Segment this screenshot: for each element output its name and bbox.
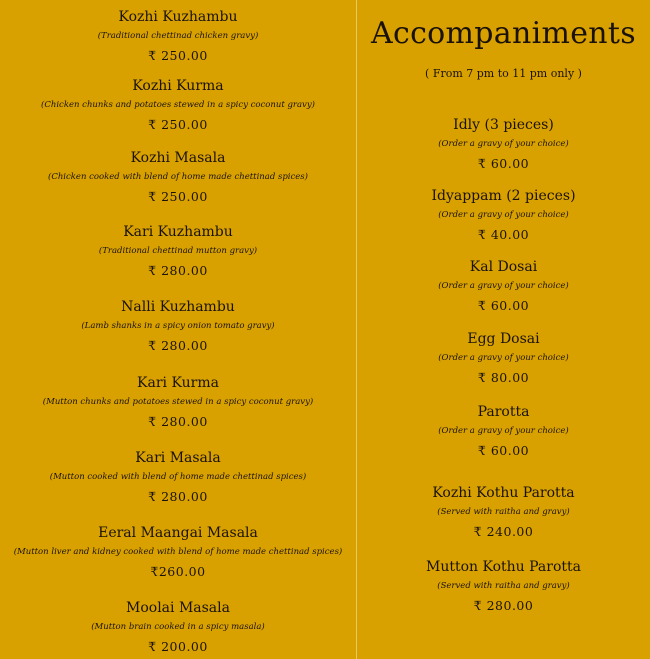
menu-item [357,331,650,385]
item-price: ₹ 250.00 [148,189,208,204]
item-price: ₹ 280.00 [148,263,208,278]
item-description: (Traditional chettinad chicken gravy) [97,31,259,41]
item-price: ₹ 240.00 [473,524,534,539]
menu-item [0,299,356,353]
menu-item [0,9,356,63]
item-price: ₹ 280.00 [473,598,534,613]
section-subtitle: ( From 7 pm to 11 pm only ) [425,67,582,80]
menu-item [0,525,356,579]
item-description: (Served with raitha and gravy) [437,581,570,591]
accompaniments-column [357,0,650,659]
item-price: ₹ 60.00 [477,298,530,313]
menu-item [357,259,650,313]
menu-item [0,600,356,654]
item-name: Idly (3 pieces) [453,117,554,133]
menu-item [0,150,356,204]
item-price: ₹ 200.00 [148,639,208,654]
item-name: Kozhi Kurma [132,78,224,94]
item-name: Idyappam (2 pieces) [431,188,576,204]
item-name: Eeral Maangai Masala [98,525,258,541]
item-description: (Order a gravy of your choice) [438,210,569,220]
menu-item [357,485,650,539]
item-price: ₹ 250.00 [148,117,208,132]
item-price: ₹ 250.00 [148,48,208,63]
menu-item [0,78,356,132]
item-name: Kal Dosai [469,259,538,275]
item-description: (Order a gravy of your choice) [438,281,569,291]
item-price: ₹260.00 [150,564,206,579]
item-description: (Traditional chettinad mutton gravy) [98,246,258,256]
item-name: Kozhi Kothu Parotta [432,485,575,501]
item-price: ₹ 60.00 [477,443,530,458]
menu-item [0,450,356,504]
item-description: (Mutton brain cooked in a spicy masala) [91,622,265,632]
item-name: Kozhi Masala [130,150,226,166]
item-description: (Order a gravy of your choice) [438,426,569,436]
item-description: (Chicken cooked with blend of home made chettinad spices) [48,172,308,182]
item-name: Parotta [477,404,530,420]
item-description: (Mutton liver and kidney cooked with blend of home made chettinad spices) [13,547,343,557]
item-name: Kari Kurma [137,375,219,391]
item-name: Kari Kuzhambu [123,224,233,240]
item-name: Nalli Kuzhambu [121,299,235,315]
item-price: ₹ 80.00 [477,370,530,385]
item-name: Kari Masala [135,450,221,466]
item-description: (Served with raitha and gravy) [437,507,570,517]
item-name: Moolai Masala [126,600,230,616]
menu-item [0,375,356,429]
menu-item [357,117,650,171]
item-name: Egg Dosai [467,331,540,347]
menu-item [0,224,356,278]
item-price: ₹ 280.00 [148,338,208,353]
item-name: Mutton Kothu Parotta [426,559,581,575]
item-description: (Mutton cooked with blend of home made chettinad spices) [49,472,307,482]
menu-item [357,188,650,242]
menu-item [357,559,650,613]
item-description: (Order a gravy of your choice) [438,139,569,149]
item-description: (Lamb shanks in a spicy onion tomato gravy) [81,321,275,331]
item-price: ₹ 60.00 [477,156,530,171]
item-description: (Order a gravy of your choice) [438,353,569,363]
menu-item [357,404,650,458]
section-title: Accompaniments [371,16,636,51]
item-price: ₹ 40.00 [477,227,530,242]
item-description: (Mutton chunks and potatoes stewed in a spicy coconut gravy) [42,397,314,407]
item-name: Kozhi Kuzhambu [118,9,238,25]
item-description: (Chicken chunks and potatoes stewed in a spicy coconut gravy) [41,100,315,110]
item-price: ₹ 280.00 [148,489,208,504]
item-price: ₹ 280.00 [148,414,208,429]
